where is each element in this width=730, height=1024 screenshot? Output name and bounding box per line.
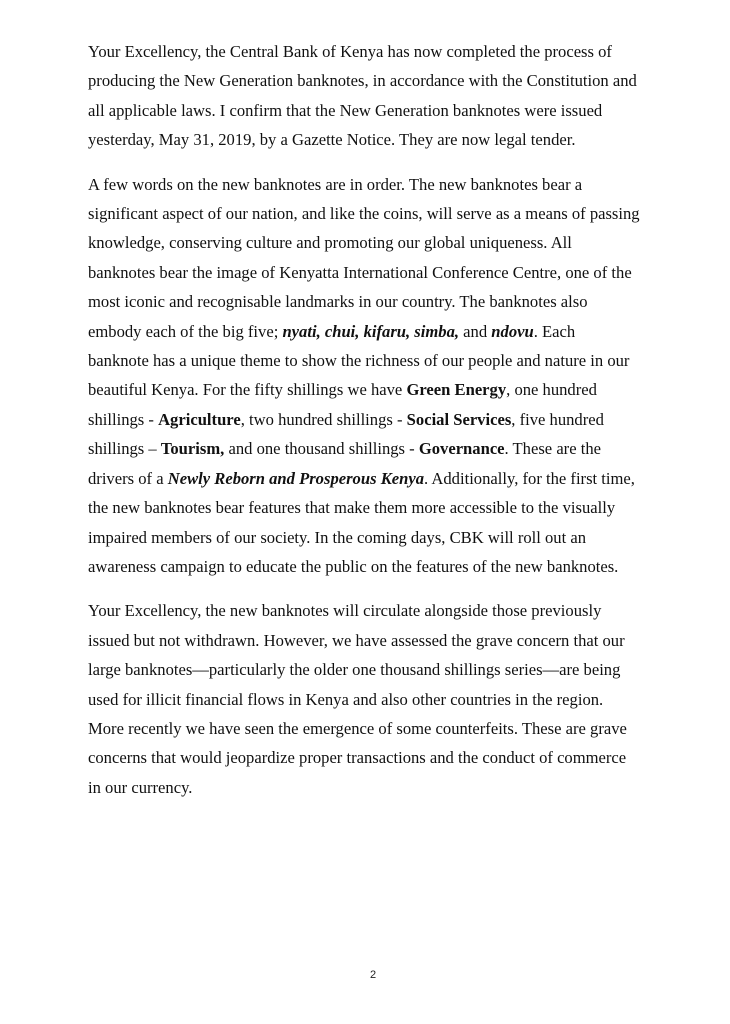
page-number: 2 <box>369 969 377 981</box>
text-run: embody each of the big five; <box>88 321 283 341</box>
text-line: concerns that would jeopardize proper transactions and the conduct of commerce <box>88 748 627 768</box>
text-line: banknotes bear the image of Kenyatta International Conference Centre, one of the <box>88 262 632 282</box>
paragraph-1 <box>88 37 678 155</box>
text-line: A few words on the new banknotes are in order. The new banknotes bear a <box>88 174 583 194</box>
text-line <box>88 405 678 434</box>
animal-names: nyati, chui, kifaru, simba, <box>282 321 460 341</box>
text-run: and <box>459 321 492 341</box>
text-line: the new banknotes bear features that make them more accessible to the visually <box>88 498 616 518</box>
text-line: significant aspect of our nation, and like the coins, will serve as a means of passing <box>88 204 640 224</box>
text-line: used for illicit financial flows in Kenya and also other countries in the region. <box>88 689 604 709</box>
paragraph-2 <box>88 170 678 582</box>
text-run: shillings - <box>88 409 159 429</box>
text-line <box>88 317 678 346</box>
text-run: , one hundred <box>506 380 597 400</box>
animal-name-ndovu: ndovu <box>491 321 534 341</box>
document-body <box>88 37 678 817</box>
text-line: impaired members of our society. In the coming days, CBK will roll out an <box>88 527 587 547</box>
text-run: drivers of a <box>88 468 168 488</box>
text-line: banknote has a unique theme to show the richness of our people and nature in our <box>88 351 630 371</box>
theme-tourism: Tourism, <box>160 439 225 459</box>
theme-social-services: Social Services <box>406 409 512 429</box>
text-line: all applicable laws. I confirm that the New Generation banknotes were issued <box>88 100 603 120</box>
text-line: awareness campaign to educate the public on the features of the new banknotes. <box>88 556 619 576</box>
text-run: beautiful Kenya. For the fifty shillings we have <box>88 380 407 400</box>
text-line <box>88 464 678 493</box>
text-line: most iconic and recognisable landmarks in our country. The banknotes also <box>88 292 588 312</box>
paragraph-3 <box>88 596 678 802</box>
text-line: Your Excellency, the Central Bank of Kenya has now completed the process of <box>88 42 612 61</box>
text-run: . Each <box>533 321 576 341</box>
text-run: , two hundred shillings - <box>240 409 407 429</box>
text-line: More recently we have seen the emergence of some counterfeits. These are grave <box>88 718 627 738</box>
text-run: . These are the <box>504 439 601 459</box>
text-run: shillings – <box>88 439 161 459</box>
text-line: large banknotes—particularly the older one thousand shillings series—are being <box>88 660 621 680</box>
theme-agriculture: Agriculture <box>158 409 241 429</box>
text-line: knowledge, conserving culture and promoting our global uniqueness. All <box>88 233 572 253</box>
theme-green-energy: Green Energy <box>406 380 507 400</box>
text-line: in our currency. <box>88 777 193 797</box>
text-line: yesterday, May 31, 2019, by a Gazette Notice. They are now legal tender. <box>88 130 576 150</box>
theme-governance: Governance <box>418 439 505 459</box>
newly-reborn-phrase: Newly Reborn and Prosperous Kenya <box>167 468 425 488</box>
text-line: producing the New Generation banknotes, in accordance with the Constitution and <box>88 71 637 91</box>
text-run: and one thousand shillings - <box>224 439 419 459</box>
text-run: , five hundred <box>511 409 604 429</box>
text-line: Your Excellency, the new banknotes will circulate alongside those previously <box>88 601 602 621</box>
text-run: . Additionally, for the first time, <box>424 468 635 488</box>
text-line <box>88 434 678 463</box>
text-line: issued but not withdrawn. However, we have assessed the grave concern that our <box>88 630 625 650</box>
text-line <box>88 375 678 404</box>
